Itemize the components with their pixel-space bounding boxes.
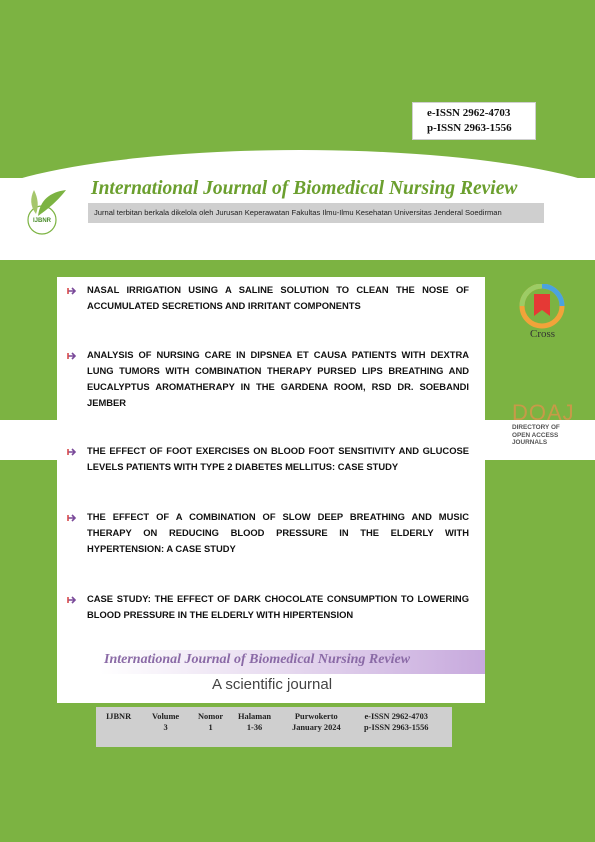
info-value: January 2024 xyxy=(292,723,341,732)
logo-text: IJBNR xyxy=(33,218,52,224)
list-item xyxy=(87,509,469,557)
article-title: NASAL IRRIGATION USING A SALINE SOLUTION TO CLEAN THE NOSE OF ACCUMULATED SECRETIONS AND IRRITANT COMPONENTS xyxy=(87,284,469,311)
bullet-arrow-icon xyxy=(67,594,79,606)
journal-logo-icon xyxy=(20,180,80,236)
bullet-arrow-icon xyxy=(67,350,79,362)
bullet-arrow-icon xyxy=(67,446,79,458)
p-issn: p-ISSN 2963-1556 xyxy=(427,122,512,134)
info-label: IJBNR xyxy=(106,712,132,721)
articles-panel xyxy=(57,277,485,641)
article-title: CASE STUDY: THE EFFECT OF DARK CHOCOLATE CONSUMPTION TO LOWERING BLOOD PRESSURE IN THE ELDERLY WITH HIPERTENSION xyxy=(87,593,469,620)
info-col-volume xyxy=(152,711,179,733)
info-label: Halaman xyxy=(238,712,272,721)
footer-journal-title: International Journal of Biomedical Nursing Review xyxy=(104,652,411,667)
e-issn: e-ISSN 2962-4703 xyxy=(427,107,511,119)
bullet-arrow-icon xyxy=(67,285,79,297)
info-col-halaman xyxy=(238,711,271,733)
list-item xyxy=(87,443,469,475)
doaj-line: JOURNALS xyxy=(512,439,548,446)
doaj-wordmark: DOAJ xyxy=(512,400,575,425)
info-value: 1 xyxy=(208,723,213,732)
info-label: Volume xyxy=(152,712,180,721)
list-item xyxy=(87,282,469,314)
journal-subtitle: Jurnal terbitan berkala dikelola oleh Jurusan Keperawatan Fakultas Ilmu-Ilmu Kesehatan Universitas Jenderal Soedirman xyxy=(88,203,544,223)
info-label: Nomor xyxy=(198,712,224,721)
doaj-line: DIRECTORY OF xyxy=(512,424,560,431)
info-value: 1-36 xyxy=(246,723,263,732)
crossref-label: Cross xyxy=(530,328,556,340)
info-value: p-ISSN 2963-1556 xyxy=(364,723,429,732)
info-col-place-date xyxy=(292,711,341,733)
article-title: ANALYSIS OF NURSING CARE IN DIPSNEA ET CAUSA PATIENTS WITH DEXTRA LUNG TUMORS WITH COMBINATION THERAPY PURSED LIPS BREATHING AND EUCALYPTUS AROMATHERAPY IN THE GARDENA ROOM, RSD DR. SOEBANDI JEMBER xyxy=(87,349,469,408)
info-label: e-ISSN 2962-4703 xyxy=(364,712,428,721)
info-col-nomor xyxy=(198,711,223,733)
doaj-logo xyxy=(512,402,575,447)
bullet-arrow-icon xyxy=(67,512,79,524)
article-title: THE EFFECT OF FOOT EXERCISES ON BLOOD FOOT SENSITIVITY AND GLUCOSE LEVELS PATIENTS WITH TYPE 2 DIABETES MELLITUS: CASE STUDY xyxy=(87,445,469,472)
journal-title: International Journal of Biomedical Nursing Review xyxy=(91,178,518,199)
info-value: 3 xyxy=(163,723,168,732)
issn-box xyxy=(412,102,536,140)
info-label: Purwokerto xyxy=(294,712,338,721)
info-col-issn xyxy=(364,711,428,733)
info-col-journal xyxy=(106,711,131,722)
list-item xyxy=(87,591,469,623)
list-item xyxy=(87,347,469,411)
doaj-line: OPEN ACCESS xyxy=(512,431,559,439)
footer-subtitle: A scientific journal xyxy=(212,676,333,693)
article-title: THE EFFECT OF A COMBINATION OF SLOW DEEP BREATHING AND MUSIC THERAPY ON REDUCING BLOOD PRESSURE IN THE ELDERLY WITH HYPERTENSION: A CASE STUDY xyxy=(87,511,469,554)
publication-info-table xyxy=(96,707,452,747)
